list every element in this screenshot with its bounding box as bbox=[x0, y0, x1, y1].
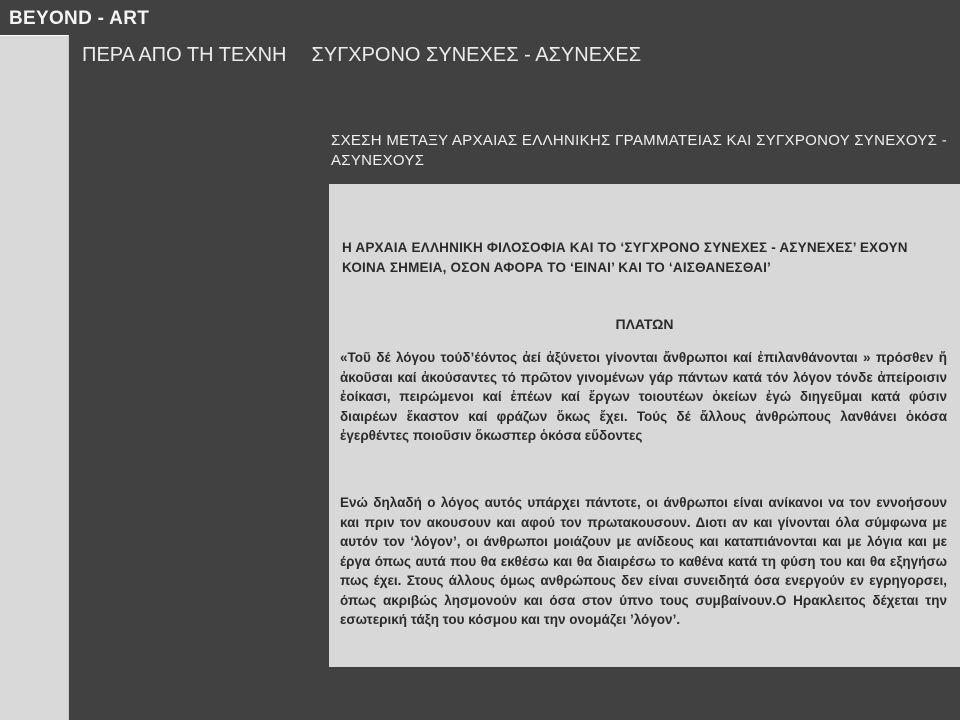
top-navigation bbox=[82, 42, 641, 68]
modern-greek-translation: Ενώ δηλαδή ο λόγος αυτός υπάρχει πάντοτε, οι άνθρωποι είναι ανίκανοι να τον εννοήσουν και πριν τον ακουσουν και αφού τον πρωτακουσουν. Διοτι αν και γίνονται όλα σύμφωνα με αυτόν τον ‘λόγον’, οι άνθρωποι μοιάζουν με ανίδεους και καταπιάνονται και με λόγια και με έργα όπως αυτά που θα εκθέσω και θα διαιρέσω το καθένα κατά τη φύση του και θα εξηγήσω πως έχει. Στους άλλους όμως ανθρώπους δεν είναι συνειδητά όσα ενεργούν εν εγρηγορσει, όπως ακριβώς λησμονούν και όσα στον ύπνο τους συμβαίνουν.Ο Ηρακλειτος δέχεται την εσωτερική τάξη του κόσμου και την ονομάζει ’λόγον’. bbox=[340, 495, 947, 627]
side-panel bbox=[0, 35, 69, 720]
author-name: ΠΛΑΤΩΝ bbox=[615, 316, 674, 332]
site-title[interactable]: BEYOND - ART bbox=[9, 8, 150, 29]
content-heading: Η ΑΡΧΑΙΑ ΕΛΛΗΝΙΚΗ ΦΙΛΟΣΟΦΙΑ ΚΑΙ ΤΟ ‘ΣΥΓΧΡΟΝΟ ΣΥΝΕΧΕΣ - ΑΣΥΝΕΧΕΣ’ ΕΧΟΥΝ ΚΟΙΝΑ ΣΗΜΕΙΑ, ΟΣΟΝ ΑΦΟΡΑ ΤΟ ‘ΕΙΝΑΙ’ ΚΑΙ ΤΟ ‘ΑΙΣΘΑΝΕΣΘΑΙ’ bbox=[342, 240, 908, 275]
nav-link-contemporary-continuous[interactable]: ΣΥΓΧΡΟΝΟ ΣΥΝΕΧΕΣ - ΑΣΥΝΕΧΕΣ bbox=[311, 44, 642, 66]
ancient-greek-quote: «Τοῦ δέ λόγου τούδ’έόντος ἀεί ἀξύνετοι γίνονται ἄνθρωποι καί ἐπιλανθάνονται » πρόσθεν ἤ ἀκοῦσαι καί ἀκούσαντες τό πρῶτον γινομένων γάρ πάντων κατά τόν λόγον τόνδε ἀπείροισιν ἐοίκασι, πειρώμενοι καί ἐπέων καί ἔργων τοιουτέων ὁκείων ἐγώ διηγεῦμαι κατά φύσιν διαιρέων ἕκαστον καί φράζων ὅκως ἔχει. Τούς δέ ἄλλους ἀνθρώπους λανθάνει ὁκόσα ἐγερθέντες ποιοῦσιν ὅκωσπερ ὁκόσα εὕδοντες bbox=[340, 350, 947, 443]
section-heading: ΣΧΕΣΗ ΜΕΤΑΞΥ ΑΡΧΑΙΑΣ ΕΛΛΗΝΙΚΗΣ ΓΡΑΜΜΑΤΕΙΑΣ ΚΑΙ ΣΥΓΧΡΟΝΟΥ ΣΥΝΕΧΟΥΣ - ΑΣΥΝΕΧΟΥΣ bbox=[331, 132, 947, 169]
content-panel bbox=[329, 184, 960, 667]
nav-link-beyond-art[interactable]: ΠΕΡΑ ΑΠΟ ΤΗ ΤΕΧΝΗ bbox=[82, 44, 287, 66]
